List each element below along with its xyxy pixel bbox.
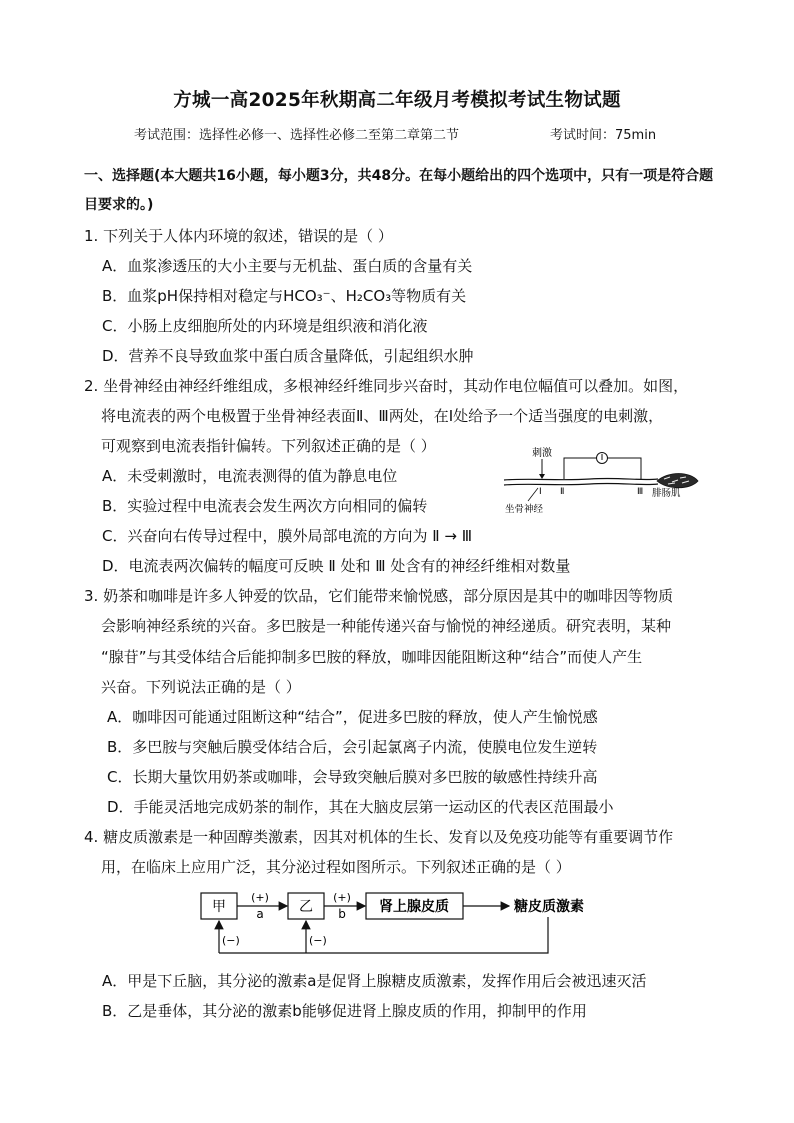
question-2-stem-line-2: 将电流表的两个电极置于坐骨神经表面Ⅱ、Ⅲ两处，在Ⅰ处给予一个适当强度的电刺激， [101, 407, 664, 425]
q4-option-a: A．甲是下丘脑，其分泌的激素a是促肾上腺糖皮质激素，发挥作用后会被迅速灭活 [102, 972, 647, 990]
figure-muscle-label: 腓肠肌 [652, 488, 681, 499]
product-label: 糖皮质激素 [514, 899, 584, 915]
figure-nerve-label: 坐骨神经 [505, 504, 544, 515]
feedback-line [219, 917, 548, 953]
exam-title: 方城一高2025年秋期高二年级月考模拟考试生物试题 [173, 90, 621, 111]
question-3-stem-line-1: 3. 奶茶和咖啡是许多人钟爱的饮品，它们能带来愉悦感，部分原因是其中的咖啡因等物质 [84, 587, 674, 605]
q3-option-a: A．咖啡因可能通过阻断这种“结合”，促进多巴胺的释放，使人产生愉悦感 [107, 708, 598, 726]
q2-option-b: B．实验过程中电流表会发生两次方向相同的偏转 [102, 497, 428, 515]
figure-point-1: Ⅰ [539, 487, 542, 497]
question-1-stem: 1. 下列关于人体内环境的叙述，错误的是（ ） [84, 227, 393, 245]
q3-option-d: D．手能灵活地完成奶茶的制作，其在大脑皮层第一运动区的代表区范围最小 [107, 798, 614, 816]
question-3-stem-line-2: 会影响神经系统的兴奋。多巴胺是一种能传递兴奋与愉悦的神经递质。研究表明，某种 [101, 617, 672, 635]
q1-option-a: A．血浆渗透压的大小主要与无机盐、蛋白质的含量有关 [102, 257, 473, 275]
question-2-stem-line-3: 可观察到电流表指针偏转。下列叙述正确的是（ ） [101, 437, 436, 455]
label-minus-jia: (−) [222, 934, 240, 947]
exam-time: 考试时间：75min [550, 128, 657, 143]
hormone-regulation-figure [196, 887, 616, 959]
stimulus-arrowhead [539, 474, 545, 479]
label-b: b [338, 907, 346, 921]
sciatic-nerve-figure [500, 444, 700, 520]
exam-scope: 考试范围：选择性必修一、选择性必修二至第二章第二节 [134, 128, 460, 143]
nerve-leader-line [528, 488, 538, 501]
q2-option-c: C．兴奋向右传导过程中，膜外局部电流的方向为 Ⅱ → Ⅲ [102, 527, 473, 545]
label-plus-a: (+) [251, 891, 269, 904]
question-4-stem-line-2: 用，在临床上应用广泛，其分泌过程如图所示。下列叙述正确的是（ ） [101, 858, 571, 876]
box-yi-label: 乙 [299, 899, 313, 915]
box-adrenal-cortex-label: 肾上腺皮质 [379, 899, 449, 915]
question-4-stem-line-1: 4. 糖皮质激素是一种固醇类激素，因其对机体的生长、发育以及免疫功能等有重要调节作 [84, 828, 674, 846]
q1-option-b: B．血浆pH保持相对稳定与HCO₃⁻、H₂CO₃等物质有关 [102, 287, 467, 305]
q3-option-c: C．长期大量饮用奶茶或咖啡，会导致突触后膜对多巴胺的敏感性持续升高 [107, 768, 598, 786]
q3-option-b: B．多巴胺与突触后膜受体结合后，会引起氯离子内流，使膜电位发生逆转 [107, 738, 598, 756]
figure-point-2: Ⅱ [560, 487, 565, 497]
section-header: 一、选择题(本大题共16小题，每小题3分，共48分。在每小题给出的四个选项中，只有一项是符合题目要求的。) [84, 168, 714, 213]
question-3-stem-line-3: “腺苷”与其受体结合后能抑制多巴胺的释放，咖啡因能阻断这种“结合”而使人产生 [101, 648, 643, 666]
box-jia-label: 甲 [212, 899, 226, 915]
q1-option-c: C．小肠上皮细胞所处的内环境是组织液和消化液 [102, 317, 428, 335]
nerve-upper-edge [504, 478, 658, 480]
q1-option-d: D．营养不良导致血浆中蛋白质含量降低，引起组织水肿 [102, 347, 474, 365]
label-minus-yi: (−) [309, 934, 327, 947]
figure-stimulus-label: 刺激 [532, 448, 552, 459]
nerve-lower-edge [504, 483, 658, 485]
q4-option-b: B．乙是垂体，其分泌的激素b能够促进肾上腺皮质的作用，抑制甲的作用 [102, 1002, 587, 1020]
label-plus-b: (+) [333, 891, 351, 904]
q2-option-d: D．电流表两次偏转的幅度可反映 Ⅱ 处和 Ⅲ 处含有的神经纤维相对数量 [102, 557, 571, 575]
label-a: a [256, 907, 264, 921]
question-2-stem-line-1: 2. 坐骨神经由神经纤维组成，多根神经纤维同步兴奋时，其动作电位幅值可以叠加。如图， [84, 377, 689, 395]
figure-point-3: Ⅲ [637, 487, 644, 497]
q2-option-a: A．未受刺激时，电流表测得的值为静息电位 [102, 467, 398, 485]
question-3-stem-line-4: 兴奋。下列说法正确的是（ ） [101, 678, 301, 696]
